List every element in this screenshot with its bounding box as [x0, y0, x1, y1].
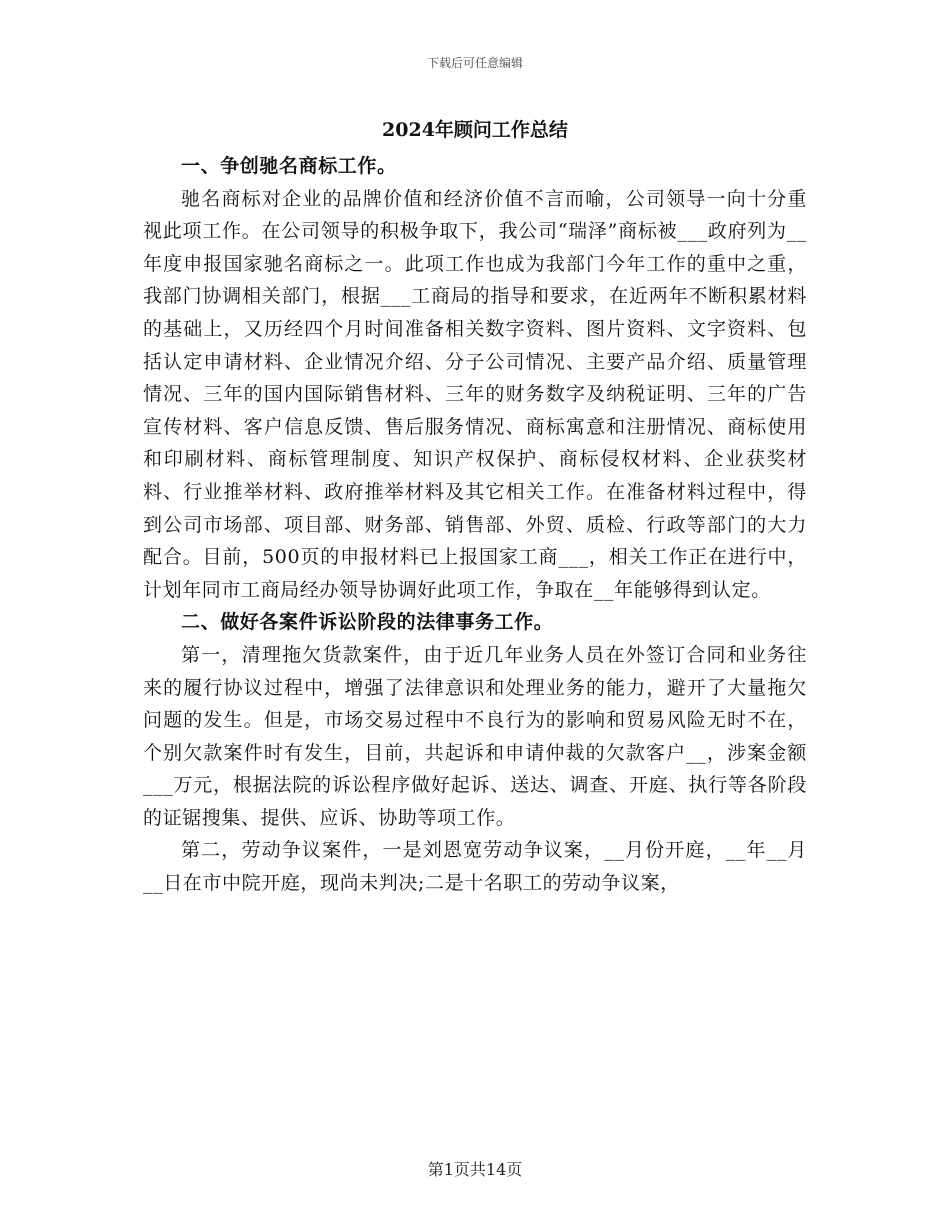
body-paragraph: 驰名商标对企业的品牌价值和经济价值不言而喻，公司领导一向十分重视此项工作。在公司领导的积极争取下，我公司“瑞泽”商标被___政府列为__年度申报国家驰名商标之一。此项工作也成为我部门今年工作的重中之重，我部门协调相关部门，根据___工商局的指导和要求，在近两年不断积累材料的基础上，又历经四个月时间准备相关数字资料、图片资料、文字资料、包括认定申请材料、企业情况介绍、分子公司情况、主要产品介绍、质量管理情况、三年的国内国际销售材料、三年的财务数字及纳税证明、三年的广告宣传材料、客户信息反馈、售后服务情况、商标寓意和注册情况、商标使用和印刷材料、商标管理制度、知识产权保护、商标侵权材料、企业获奖材料、行业推举材料、政府推举材料及其它相关工作。在准备材料过程中，得到公司市场部、项目部、财务部、销售部、外贸、质检、行政等部门的大力配合。目前，500页的申报材料已上报国家工商___，相关工作正在进行中，计划年同市工商局经办领导协调好此项工作，争取在__年能够得到认定。 [143, 187, 807, 601]
section-heading: 二、做好各案件诉讼阶段的法律事务工作。 [181, 611, 554, 634]
page-title: 2024年顾问工作总结 [382, 119, 568, 141]
section-heading: 一、争创驰名商标工作。 [181, 155, 397, 177]
header-note: 下载后可任意编辑 [426, 56, 523, 70]
page-footer: 第1页共14页 [427, 1160, 523, 1179]
body-paragraph: 第一，清理拖欠货款案件，由于近几年业务人员在外签订合同和业务往来的履行协议过程中，增强了法律意识和处理业务的能力，避开了大量拖欠问题的发生。但是，市场交易过程中不良行为的影响和贸易风险无时不在，个别欠款案件时有发生，目前，共起诉和申请仲裁的欠款客户__，涉案金额___万元，根据法院的诉讼程序做好起诉、送达、调查、开庭、执行等各阶段的证锯搜集、提供、应诉、协助等项工作。 [143, 643, 807, 829]
body-paragraph: 第二，劳动争议案件，一是刘恩宽劳动争议案，__月份开庭，__年__月__日在市中院开庭，现尚未判决;二是十名职工的劳动争议案， [143, 839, 807, 895]
document-body [143, 150, 807, 900]
